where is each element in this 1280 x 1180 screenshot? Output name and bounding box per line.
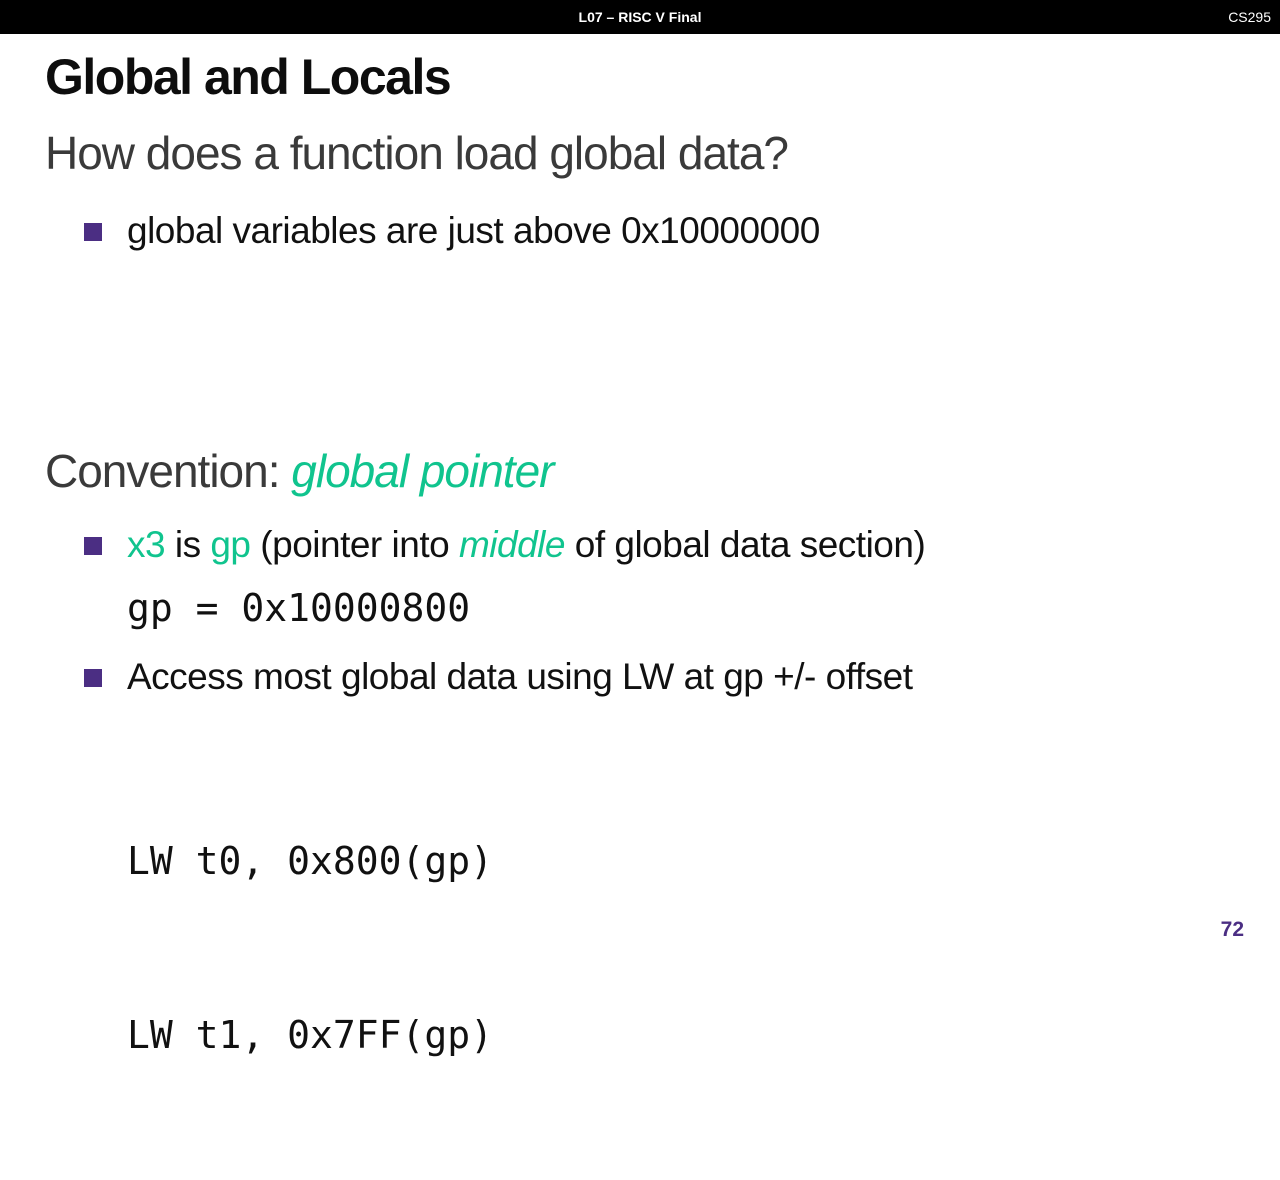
convention-heading: [45, 444, 553, 498]
bullet-text-segment: is: [165, 524, 211, 565]
bullet-x3-gp: [84, 524, 925, 566]
bullet-square-icon: [84, 669, 102, 687]
question-heading: How does a function load global data?: [45, 127, 789, 179]
bullet-text: global variables are just above 0x10000000: [127, 210, 820, 251]
bullet-access-lw: [84, 656, 912, 698]
bullet-text: [127, 524, 925, 566]
convention-label: Convention:: [45, 445, 292, 497]
register-x3: x3: [127, 524, 166, 565]
bullet-square-icon: [84, 223, 102, 241]
bullet-square-icon: [84, 537, 102, 555]
page-number: 72: [1220, 918, 1244, 941]
code-lw-block: [127, 716, 493, 1180]
bullet-text-segment: of global data section): [564, 524, 926, 565]
top-bar: [0, 0, 1280, 34]
bullet-global-variables: [84, 210, 820, 252]
code-gp-value: gp = 0x10000800: [127, 586, 471, 630]
code-lw-line1: LW t0, 0x800(gp): [127, 839, 494, 883]
middle-emphasis: middle: [458, 524, 565, 565]
lecture-title: L07 – RISC V Final: [578, 9, 702, 25]
slide-title: Global and Locals: [45, 49, 451, 105]
bullet-text: Access most global data using LW at gp +/- offset: [127, 656, 913, 697]
register-gp: gp: [210, 524, 251, 565]
bullet-text-segment: (pointer into: [250, 524, 459, 565]
convention-term: global pointer: [291, 445, 554, 497]
code-lw-line2: LW t1, 0x7FF(gp): [127, 1013, 494, 1057]
course-code: CS295: [1228, 9, 1271, 25]
